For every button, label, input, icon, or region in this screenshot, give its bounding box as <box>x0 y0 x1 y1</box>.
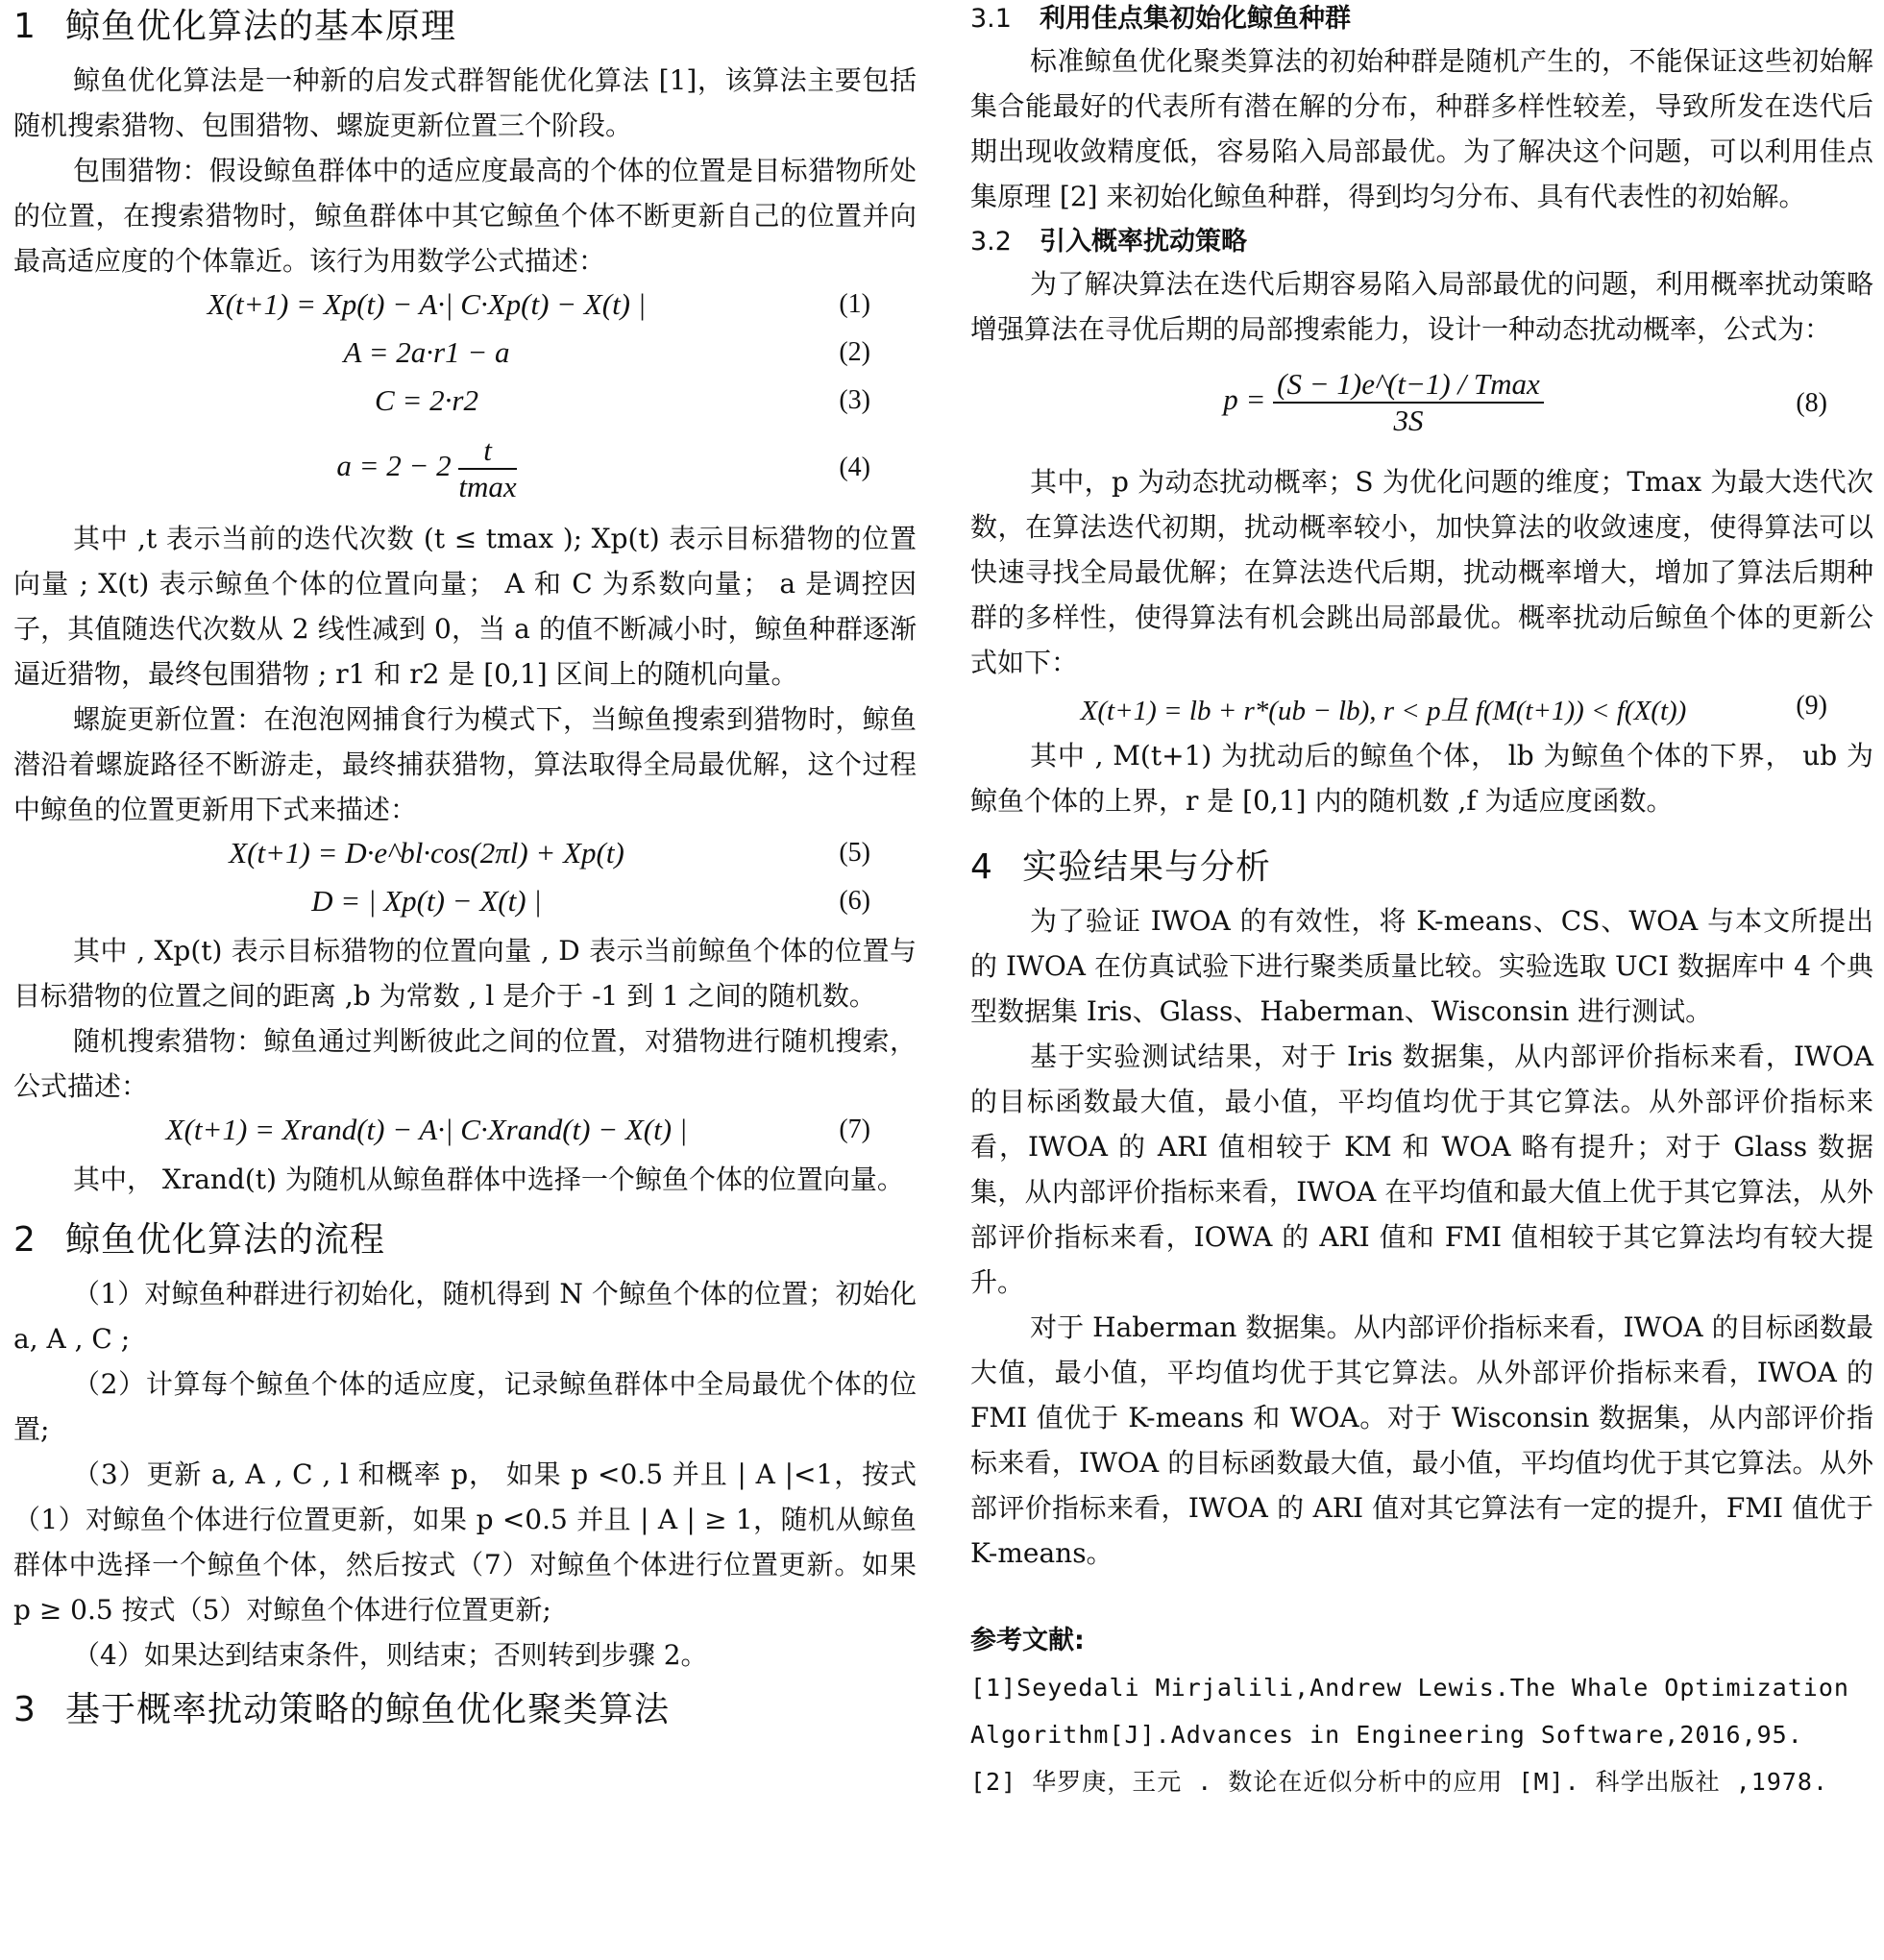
fraction-denominator: 3S <box>1393 404 1424 437</box>
section-heading: 4 实验结果与分析 <box>970 847 1272 887</box>
equation-number: (6) <box>839 886 870 916</box>
equation <box>13 832 917 880</box>
equation-lhs: p = <box>1223 382 1266 417</box>
paragraph: 其中 ,t 表示当前的迭代次数 (t ≤ tmax ); Xp(t) 表示目标猎物的位置向量 ; X(t) 表示鲸鱼个体的位置向量； A 和 C 为系数向量； a 是调控因子，其值随迭代次数从 2 线性减到 0，当 a 的值不断减小时，鲸鱼种群逐渐逼近猎物，最终包围猎物 ; r1 和 r2 是 [0,1] 区间上的随机向量。 <box>13 523 917 690</box>
equation-number: (2) <box>839 337 870 367</box>
subsection-heading: 3.1 利用佳点集初始化鲸鱼种群 <box>970 4 1351 34</box>
paragraph: 标准鲸鱼优化聚类算法的初始种群是随机产生的，不能保证这些初始解集合能最好的代表所有潜在解的分布，种群多样性较差，导致所发在迭代后期出现收敛精度低，容易陷入局部最优。为了解决这个问题，可以利用佳点集原理 [2] 来初始化鲸鱼种群，得到均匀分布、具有代表性的初始解。 <box>970 45 1873 212</box>
equation-body: C = 2·r2 <box>375 383 478 417</box>
paragraph: 鲸鱼优化算法是一种新的启发式群智能优化算法 [1]，该算法主要包括随机搜索猎物、包围猎物、螺旋更新位置三个阶段。 <box>13 64 917 141</box>
paragraph: 对于 Haberman 数据集。从内部评价指标来看，IWOA 的目标函数最大值，最小值，平均值均优于其它算法。从外部评价指标来看，IWOA 的 FMI 值优于 K-means 和 WOA。对于 Wisconsin 数据集，从内部评价指标来看，IWOA 的目标函数最大值，最小值，平均值均优于其它算法。从外部评价指标来看，IWOA 的 ARI 值对其它算法有一定的提升，FMI 值优于 K-means。 <box>970 1311 1873 1569</box>
paragraph: 其中， Xrand(t) 为随机从鲸鱼群体中选择一个鲸鱼个体的位置向量。 <box>73 1164 904 1195</box>
section-heading: 3 基于概率扰动策略的鲸鱼优化聚类算法 <box>13 1690 671 1729</box>
step-item: （2）计算每个鲸鱼个体的适应度，记录鲸鱼群体中全局最优个体的位置; <box>13 1368 917 1445</box>
equation-body: X(t+1) = lb + r*(ub − lb), r < p且 f(M(t+1)) < f(X(t)) <box>1080 696 1687 726</box>
equation <box>13 880 917 928</box>
equation-body: X(t+1) = Xrand(t) − A·| C·Xrand(t) − X(t) | <box>165 1113 688 1146</box>
equation-body: X(t+1) = D·e^bl·cos(2πl) + Xp(t) <box>229 836 624 870</box>
right-column <box>970 0 1873 1805</box>
fraction-denominator: tmax <box>458 470 517 503</box>
references-title: 参考文献: <box>970 1626 1085 1655</box>
paragraph: 基于实验测试结果，对于 Iris 数据集，从内部评价指标来看，IWOA 的目标函数最大值，最小值，平均值均优于其它算法。从外部评价指标来看，IWOA 的 ARI 值相较于 KM 和 WOA 略有提升；对于 Glass 数据集，从内部评价指标来看，IWOA 在平均值和最大值上优于其它算法，从外部评价指标来看，IOWA 的 ARI 值和 FMI 值相较于其它算法均有较大提升。 <box>970 1041 1873 1298</box>
fraction <box>1273 367 1544 438</box>
reference-item: [2] 华罗庚，王元 . 数论在近似分析中的应用 [M]. 科学出版社 ,1978. <box>970 1768 1829 1796</box>
equation <box>13 428 917 516</box>
paragraph: 包围猎物：假设鲸鱼群体中的适应度最高的个体的位置是目标猎物所处的位置，在搜索猎物时，鲸鱼群体中其它鲸鱼个体不断更新自己的位置并向最高适应度的个体靠近。该行为用数学公式描述： <box>13 155 917 277</box>
reference-item: [1]Seyedali Mirjalili,Andrew Lewis.The Whale Optimization Algorithm[J].Advances in Engineering Software,2016,95. <box>970 1674 1849 1749</box>
equation <box>13 331 917 380</box>
fraction-numerator: (S − 1)e^(t−1) / Tmax <box>1273 367 1544 404</box>
paragraph: 为了验证 IWOA 的有效性，将 K-means、CS、WOA 与本文所提出的 IWOA 在仿真试验下进行聚类质量比较。实验选取 UCI 数据库中 4 个典型数据集 Iris、Glass、Haberman、Wisconsin 进行测试。 <box>970 905 1873 1027</box>
section-heading: 2 鲸鱼优化算法的流程 <box>13 1220 386 1260</box>
fraction-numerator: t <box>458 433 516 470</box>
left-column <box>13 0 917 1741</box>
step-item: （3）更新 a, A , C , l 和概率 p， 如果 p <0.5 并且 | A |<1，按式（1）对鲸鱼个体进行位置更新，如果 p <0.5 并且 | A | ≥ 1，随机从鲸鱼群体中选择一个鲸鱼个体，然后按式（7）对鲸鱼个体进行位置更新。如果 p ≥ 0.5 按式（5）对鲸鱼个体进行位置更新; <box>13 1458 917 1626</box>
equation-body: D = | Xp(t) − X(t) | <box>311 884 542 918</box>
equation-number: (5) <box>839 838 870 868</box>
equation-body: X(t+1) = Xp(t) − A·| C·Xp(t) − X(t) | <box>207 287 647 321</box>
section-heading: 1 鲸鱼优化算法的基本原理 <box>13 7 457 46</box>
equation <box>13 1109 917 1157</box>
step-item: （1）对鲸鱼种群进行初始化，随机得到 N 个鲸鱼个体的位置；初始化 a, A , C ; <box>13 1278 917 1355</box>
paragraph: 其中 , Xp(t) 表示目标猎物的位置向量 , D 表示当前鲸鱼个体的位置与目标猎物的位置之间的距离 ,b 为常数 , l 是介于 -1 到 1 之间的随机数。 <box>13 935 917 1012</box>
paragraph: 其中，p 为动态扰动概率；S 为优化问题的维度；Tmax 为最大迭代次数，在算法迭代初期，扰动概率较小，加快算法的收敛速度，使得算法可以快速寻找全局最优解；在算法迭代后期，扰动概率增大，增加了算法后期种群的多样性，使得算法有机会跳出局部最优。概率扰动后鲸鱼个体的更新公式如下： <box>970 466 1873 678</box>
subsection-heading: 3.2 引入概率扰动策略 <box>970 227 1247 257</box>
equation <box>13 283 917 331</box>
equation-number: (3) <box>839 385 870 415</box>
fraction <box>458 433 516 504</box>
equation <box>13 380 917 428</box>
equation-number: (1) <box>839 289 870 319</box>
equation-number: (4) <box>839 453 870 482</box>
equation-lhs: a = 2 − 2 <box>336 449 452 483</box>
equation-number: (7) <box>839 1115 870 1144</box>
equation-number: (9) <box>1796 691 1827 721</box>
paragraph: 螺旋更新位置：在泡泡网捕食行为模式下，当鲸鱼搜索到猎物时，鲸鱼潜沿着螺旋路径不断游走，最终捕获猎物，算法取得全局最优解，这个过程中鲸鱼的位置更新用下式来描述： <box>13 703 917 825</box>
equation <box>970 685 1873 733</box>
paragraph: 其中 , M(t+1) 为扰动后的鲸鱼个体， lb 为鲸鱼个体的下界， ub 为鲸鱼个体的上界，r 是 [0,1] 内的随机数 ,f 为适应度函数。 <box>970 740 1873 817</box>
step-item: （4）如果达到结束条件，则结束；否则转到步骤 2。 <box>73 1639 708 1671</box>
equation <box>970 352 1873 459</box>
equation-number: (8) <box>1796 388 1827 418</box>
paragraph: 随机搜索猎物：鲸鱼通过判断彼此之间的位置，对猎物进行随机搜索，公式描述： <box>13 1025 917 1102</box>
equation-body: A = 2a·r1 − a <box>343 335 510 369</box>
paragraph: 为了解决算法在迭代后期容易陷入局部最优的问题，利用概率扰动策略增强算法在寻优后期的局部搜索能力，设计一种动态扰动概率，公式为： <box>970 268 1873 345</box>
